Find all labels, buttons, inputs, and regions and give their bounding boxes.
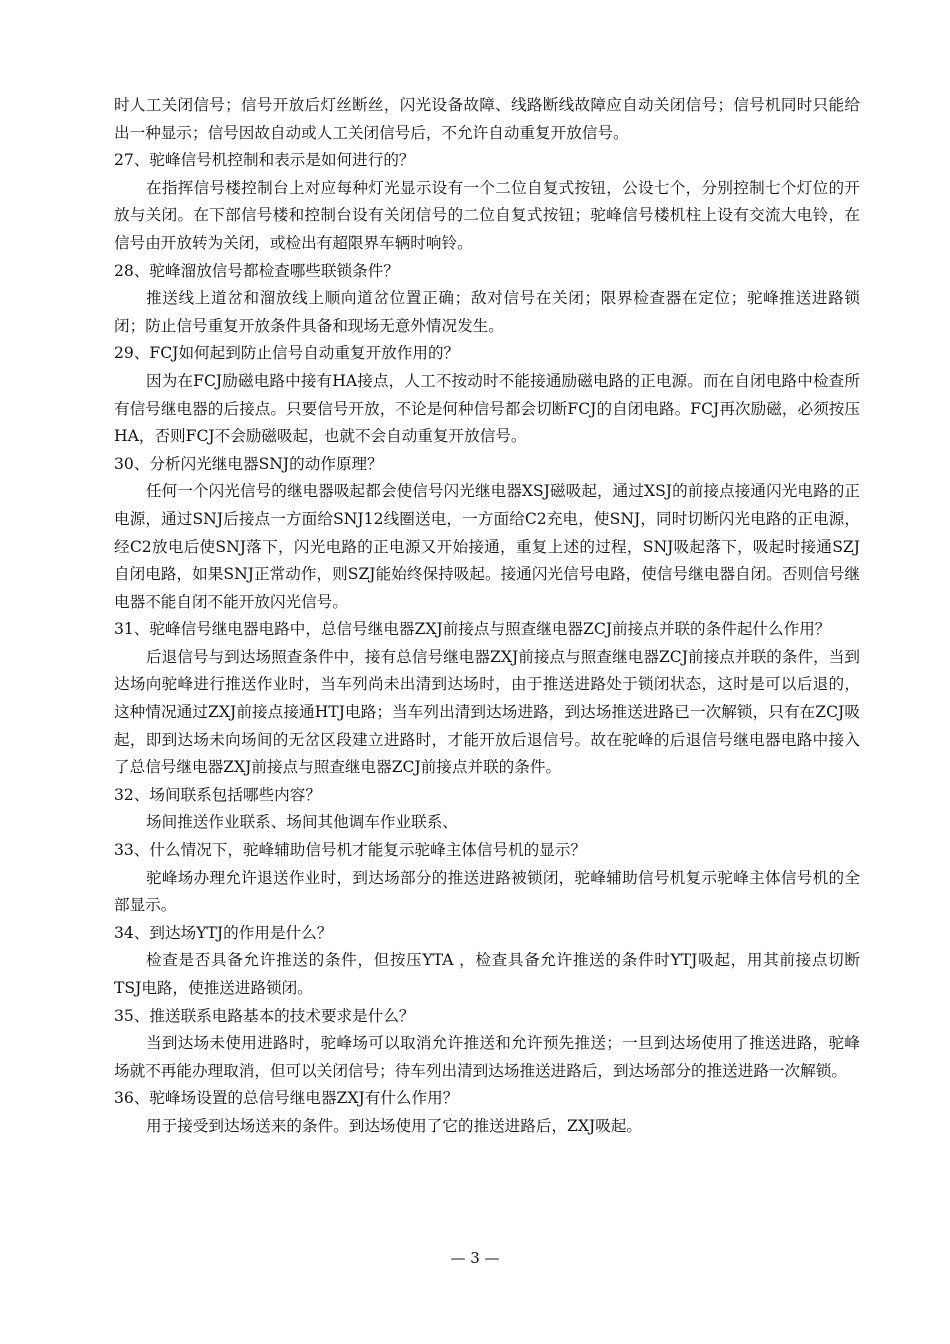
answer-34: 检查是否具备允许推送的条件，但按压YTA ，检查具备允许推送的条件时YTJ吸起，用其前接点切断TSJ电路，使推送进路锁闭。 bbox=[114, 951, 860, 997]
document-body bbox=[114, 92, 860, 1141]
question-33: 33、什么情况下，驼峰辅助信号机才能复示驼峰主体信号机的显示？ bbox=[114, 841, 587, 860]
answer-continuation: 时人工关闭信号；信号开放后灯丝断丝，闪光设备故障、线路断线故障应自动关闭信号；信号机同时只能给出一种显示；信号因故自动或人工关闭信号后，不允许自动重复开放信号。 bbox=[114, 96, 860, 142]
answer-29: 因为在FCJ励磁电路中接有HA接点，人工不按动时不能接通励磁电路的正电源。而在自闭电路中检查所有信号继电器的后接点。只要信号开放，不论是何种信号都会切断FCJ的自闭电路。FCJ再次励磁，必须按压HA，否则FCJ不会励磁吸起，也就不会自动重复开放信号。 bbox=[114, 371, 860, 446]
answer-32: 场间推送作业联系、场间其他调车作业联系、 bbox=[146, 813, 458, 832]
question-35: 35、推送联系电路基本的技术要求是什么？ bbox=[114, 1006, 415, 1025]
answer-31: 后退信号与到达场照查条件中，接有总信号继电器ZXJ前接点与照查继电器ZCJ前接点并联的条件，当到达场向驼峰进行推送作业时，当车列尚未出清到达场时，由于推送进路处于锁闭状态，这时是可以后退的，这种情况通过ZXJ前接点接通HTJ电路；当车列出清到达场进路，到达场推送进路已一次解锁，只有在ZCJ吸起，即到达场未向场间的无岔区段建立进路时，才能开放后退信号。故在驼峰的后退信号继电器电路中接入了总信号继电器ZXJ前接点与照查继电器ZCJ前接点并联的条件。 bbox=[114, 647, 860, 777]
question-28: 28、驼峰溜放信号都检查哪些联锁条件？ bbox=[114, 261, 399, 280]
answer-30: 任何一个闪光信号的继电器吸起都会使信号闪光继电器XSJ磁吸起，通过XSJ的前接点接通闪光电路的正电源，通过SNJ后接点一方面给SNJ12线圈送电，一方面给C2充电，使SNJ，同时切断闪光电路的正电源，经C2放电后使SNJ落下，闪光电路的正电源又开始接通，重复上述的过程，SNJ吸起落下，吸起时接通SZJ自闭电路，如果SNJ正常动作，则SZJ能始终保持吸起。接通闪光信号电路，使信号继电器自闭。否则信号继电器不能自闭不能开放闪光信号。 bbox=[114, 482, 860, 611]
answer-27: 在指挥信号楼控制台上对应每种灯光显示设有一个二位自复式按钮，公设七个，分别控制七个灯位的开放与关闭。在下部信号楼和控制台设有关闭信号的二位自复式按钮；驼峰信号楼机柱上设有交流大电铃，在信号由开放转为关闭，或检出有超限界车辆时响铃。 bbox=[114, 178, 860, 252]
page-number: — 3 — bbox=[450, 1249, 500, 1267]
question-32: 32、场间联系包括哪些内容？ bbox=[114, 785, 321, 804]
question-30: 30、分析闪光继电器SNJ的动作原理？ bbox=[114, 454, 383, 473]
question-29: 29、FCJ如何起到防止信号自动重复开放作用的？ bbox=[114, 344, 460, 363]
question-27: 27、驼峰信号机控制和表示是如何进行的？ bbox=[114, 151, 415, 170]
question-34: 34、到达场YTJ的作用是什么？ bbox=[114, 923, 333, 942]
answer-36: 用于接受到达场送来的条件。到达场使用了它的推送进路后，ZXJ吸起。 bbox=[146, 1116, 643, 1135]
question-31: 31、驼峰信号继电器电路中，总信号继电器ZXJ前接点与照查继电器ZCJ前接点并联的条件起什么作用？ bbox=[114, 620, 831, 639]
answer-35: 当到达场未使用进路时，驼峰场可以取消允许推送和允许预先推送；一旦到达场使用了推送进路，驼峰场就不再能办理取消，但可以关闭信号；待车列出清到达场推送进路后，到达场部分的推送进路一次解锁。 bbox=[114, 1034, 860, 1080]
question-36: 36、驼峰场设置的总信号继电器ZXJ有什么作用？ bbox=[114, 1089, 459, 1108]
answer-28: 推送线上道岔和溜放线上顺向道岔位置正确；敌对信号在关闭；限界检查器在定位；驼峰推送进路锁闭；防止信号重复开放条件具备和现场无意外情况发生。 bbox=[114, 289, 860, 335]
answer-33: 驼峰场办理允许退送作业时，到达场部分的推送进路被锁闭，驼峰辅助信号机复示驼峰主体信号机的全部显示。 bbox=[114, 868, 860, 915]
